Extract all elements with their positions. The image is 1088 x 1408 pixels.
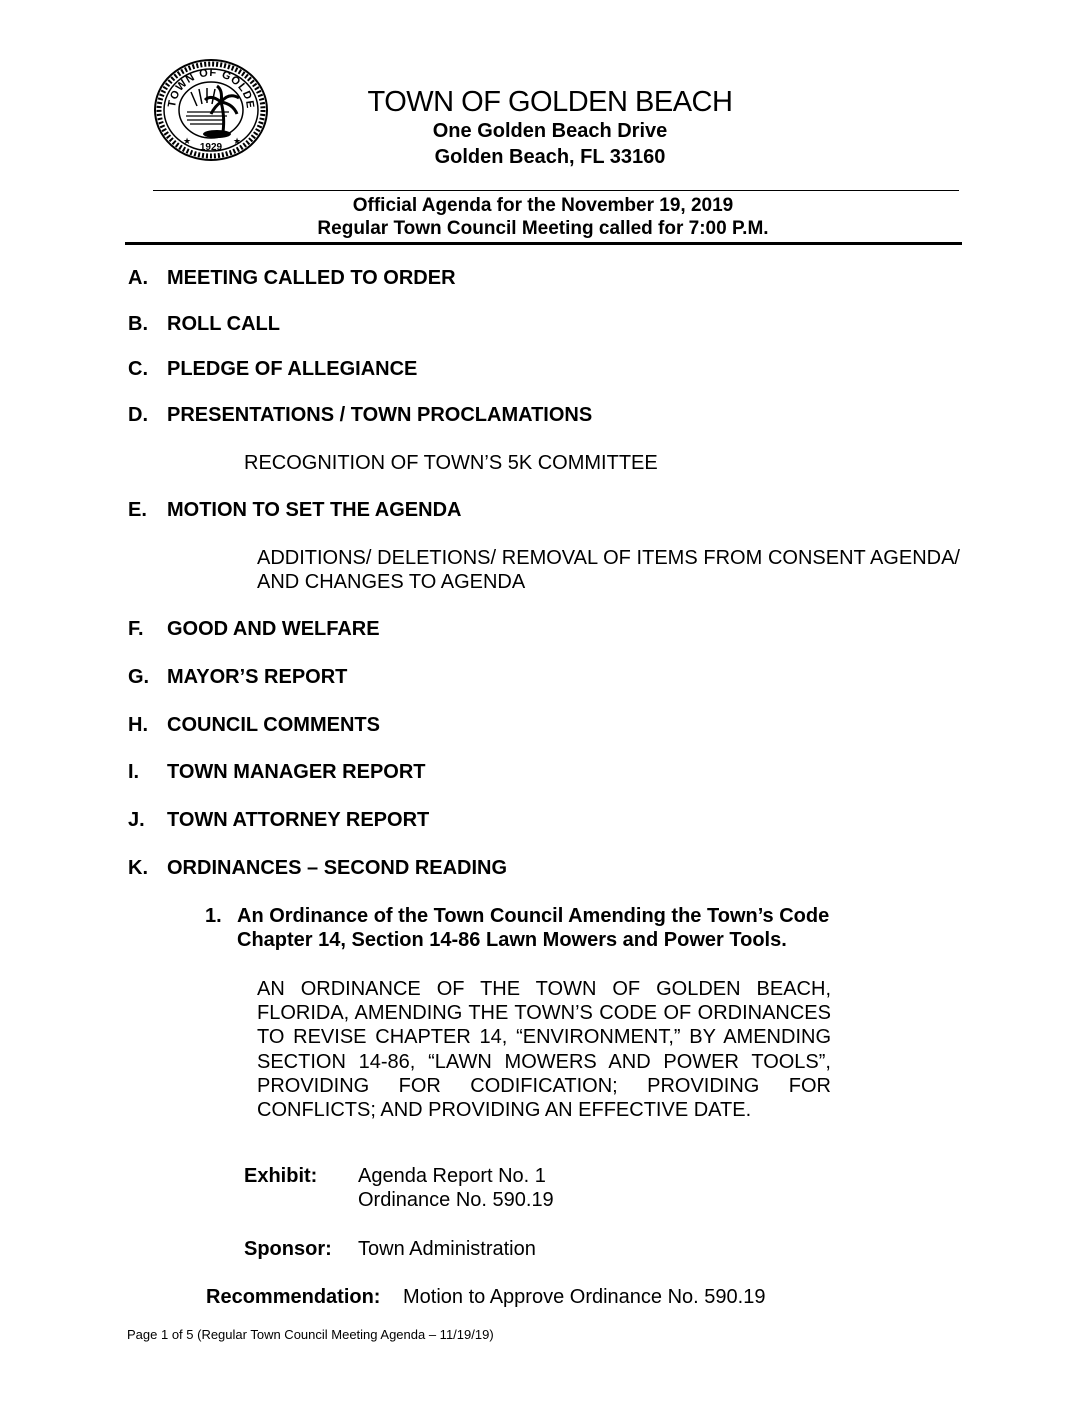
ordinance-item-title-line-1: [205, 904, 829, 928]
agenda-section-f: [128, 618, 380, 641]
agenda-section-i: [128, 761, 426, 784]
agenda-section-j: [128, 809, 429, 832]
sponsor-value: Town Administration: [358, 1238, 536, 1260]
section-title: ROLL CALL: [167, 313, 280, 335]
section-title: MOTION TO SET THE AGENDA: [167, 499, 462, 521]
exhibit-value-2: Ordinance No. 590.19: [358, 1189, 554, 1211]
section-title: ORDINANCES – SECOND READING: [167, 857, 508, 879]
ordinance-body-text: AN ORDINANCE OF THE TOWN OF GOLDEN BEACH, FLORIDA, AMENDING THE TOWN’S CODE OF ORDINANCES TO REVISE CHAPTER 14, “ENVIRONMENT,” BY AMENDING SECTION 14-86, “LAWN MOWERS AND POWER TOOLS”, PROVIDING FOR CODIFICATION; PROVIDING FOR CONFLICTS; AND PROVIDING AN EFFECTIVE DATE.: [257, 978, 831, 1122]
section-letter: I.: [128, 761, 140, 783]
exhibit-value-1: Agenda Report No. 1: [358, 1165, 546, 1187]
recommendation-value: Motion to Approve Ordinance No. 590.19: [403, 1286, 766, 1308]
page-footer: Page 1 of 5 (Regular Town Council Meeting Agenda – 11/19/19): [127, 1327, 494, 1342]
section-d-detail: RECOGNITION OF TOWN’S 5K COMMITTEE: [244, 452, 658, 474]
ordinance-item-title-line-2: Chapter 14, Section 14-86 Lawn Mowers and Power Tools.: [237, 929, 787, 951]
section-title: PLEDGE OF ALLEGIANCE: [167, 358, 418, 380]
recommendation-label: Recommendation:: [206, 1286, 381, 1308]
agenda-section-a: [128, 267, 456, 290]
agenda-section-b: [128, 313, 280, 336]
agenda-section-d: [128, 404, 592, 427]
star-icon: ★: [233, 136, 242, 146]
section-letter: F.: [128, 618, 144, 640]
section-letter: G.: [128, 666, 150, 688]
section-letter: K.: [128, 857, 148, 879]
section-letter: H.: [128, 714, 148, 736]
header-divider: [153, 190, 959, 191]
address-line-2: Golden Beach, FL 33160: [434, 146, 666, 168]
section-title: GOOD AND WELFARE: [167, 618, 380, 640]
section-letter: B.: [128, 313, 148, 335]
section-letter: C.: [128, 358, 148, 380]
sponsor-label: Sponsor:: [244, 1238, 332, 1260]
agenda-section-h: [128, 714, 380, 737]
section-title: TOWN ATTORNEY REPORT: [167, 809, 430, 831]
item-title-text: An Ordinance of the Town Council Amending the Town’s Code: [237, 905, 830, 927]
agenda-title-line-1: Official Agenda for the November 19, 2019: [352, 195, 734, 216]
agenda-section-g: [128, 666, 347, 689]
item-number: 1.: [205, 905, 222, 927]
agenda-title-line-2: Regular Town Council Meeting called for 7:00 P.M.: [317, 218, 769, 239]
agenda-section-k: [128, 857, 507, 880]
section-title: MAYOR’S REPORT: [167, 666, 348, 688]
address-line-1: One Golden Beach Drive: [432, 120, 668, 142]
section-title: TOWN MANAGER REPORT: [167, 761, 426, 783]
seal-year: 1929: [199, 142, 223, 153]
section-letter: J.: [128, 809, 145, 831]
seal-top-text: TOWN OF GOLDE: [166, 66, 257, 110]
agenda-title-divider: [125, 242, 962, 245]
agenda-section-e: [128, 499, 461, 522]
section-title: COUNCIL COMMENTS: [167, 714, 380, 736]
star-icon: ★: [183, 136, 192, 146]
section-e-detail: ADDITIONS/ DELETIONS/ REMOVAL OF ITEMS FROM CONSENT AGENDA/ AND CHANGES TO AGENDA: [257, 547, 960, 593]
town-name-title: TOWN OF GOLDEN BEACH: [367, 86, 733, 118]
agenda-section-c: [128, 358, 417, 381]
section-letter: D.: [128, 404, 148, 426]
section-title: MEETING CALLED TO ORDER: [167, 267, 456, 289]
section-letter: E.: [128, 499, 147, 521]
section-title: PRESENTATIONS / TOWN PROCLAMATIONS: [167, 404, 593, 426]
section-letter: A.: [128, 267, 148, 289]
exhibit-label: Exhibit:: [244, 1165, 318, 1187]
